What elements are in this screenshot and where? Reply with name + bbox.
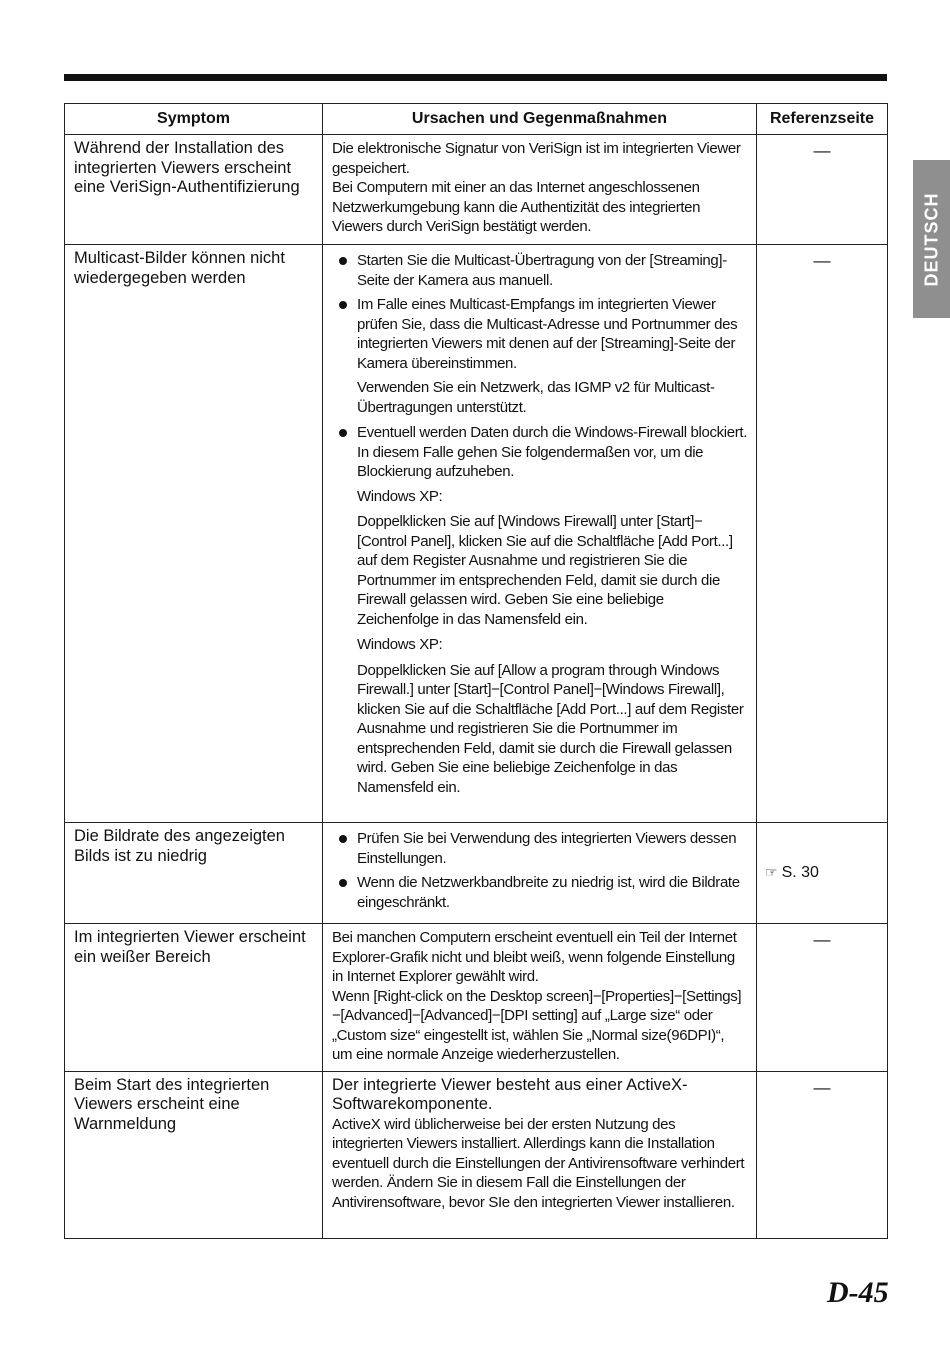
cause-cell — [323, 823, 757, 924]
bullet-item: Eventuell werden Daten durch die Windows-Firewall blockiert. In diesem Falle gehen Sie folgendermaßen vor, um die Blockierung aufzuheben. — [332, 423, 748, 482]
symptom-cell: Die Bildrate des angezeigten Bilds ist zu niedrig — [65, 823, 323, 924]
symptom-cell: Im integrierten Viewer erscheint ein weißer Bereich — [65, 924, 323, 1072]
cause-text: Die elektronische Signatur von VeriSign ist im integrierten Viewer gespeichert. — [332, 140, 741, 177]
os-instructions: Doppelklicken Sie auf [Allow a program through Windows Firewall.] unter [Start]−[Control Panel]−[Windows Firewall], klicken Sie auf die Schaltfläche [Add Port...] auf dem Register Ausnahme und registrieren Sie die Portnummer im entsprechenden Feld, damit sie durch die Firewall gelassen wird. Geben Sie eine beliebige Zeichenfolge in das Namensfeld ein. — [357, 661, 744, 796]
bullet-item: Wenn die Netzwerkbandbreite zu niedrig ist, wird die Bildrate eingeschränkt. — [332, 873, 748, 912]
os-label: Windows XP: — [357, 487, 443, 505]
ref-cell: — — [757, 135, 888, 245]
language-tab-label: DEUTSCH — [921, 191, 942, 287]
symptom-cell: Multicast-Bilder können nicht wiedergegeben werden — [65, 245, 323, 823]
cause-text: Bei manchen Computern erscheint eventuell ein Teil der Internet Explorer-Grafik nicht und bleibt weiß, wenn folgende Einstellung in Internet Explorer gewählt wird. — [332, 929, 737, 985]
ref-cell — [757, 823, 888, 924]
ref-cell: — — [757, 1071, 888, 1238]
bullet-item: Prüfen Sie bei Verwendung des integrierten Viewers dessen Einstellungen. — [332, 829, 748, 868]
bullet-item: Im Falle eines Multicast-Empfangs im integrierten Viewer prüfen Sie, dass die Multicast-Adresse und Portnummer des integrierten Viewers mit denen auf der [Streaming]-Seite der Kamera übereinstimmen. — [332, 295, 748, 373]
ref-cell: — — [757, 245, 888, 823]
cause-cell — [323, 924, 757, 1072]
table-row — [65, 245, 888, 823]
troubleshooting-table — [64, 103, 888, 1239]
header-cause: Ursachen und Gegenmaßnahmen — [323, 104, 757, 135]
os-label: Windows XP: — [357, 636, 443, 653]
page-number: D-45 — [827, 1276, 889, 1309]
symptom-cell: Während der Installation des integrierten Viewers erscheint eine VeriSign-Authentifizierung — [65, 135, 323, 245]
bullet-item: Starten Sie die Multicast-Übertragung von der [Streaming]-Seite der Kamera aus manuell. — [332, 251, 748, 290]
cause-cell — [323, 135, 757, 245]
header-symptom: Symptom — [65, 104, 323, 135]
cause-cell — [323, 1071, 757, 1238]
language-tab — [913, 160, 950, 318]
table-row — [65, 135, 888, 245]
cause-text: Bei Computern mit einer an das Internet angeschlossenen Netzwerkumgebung kann die Authentizität des integrierten Viewers durch VeriSign bestätigt werden. — [332, 179, 701, 235]
table-row — [65, 1071, 888, 1238]
table-header-row — [65, 104, 888, 135]
symptom-cell: Beim Start des integrierten Viewers erscheint eine Warnmeldung — [65, 1071, 323, 1238]
cause-cell — [323, 245, 757, 823]
cause-text: Wenn [Right-click on the Desktop screen]−[Properties]−[Settings]−[Advanced]−[Advanced]−[DPI setting] auf „Large size“ oder „Custom size“ eingestellt ist, wählen Sie „Normal size(96DPI)“, um eine normale Anzeige wiederherzustellen. — [332, 987, 742, 1063]
ref-cell: — — [757, 924, 888, 1072]
cause-text: ActiveX wird üblicherweise bei der ersten Nutzung des integrierten Viewers installiert. Allerdings kann die Installation eventuell durch die Einstellungen der Antivirensoftware verhindert werden. Ändern Sie in diesem Fall die Einstellungen der Antivirensoftware, bevor SIe den integrierten Viewer installieren. — [332, 1115, 745, 1211]
os-instructions: Doppelklicken Sie auf [Windows Firewall] unter [Start]−[Control Panel], klicken Sie auf die Schaltfläche [Add Port...] auf dem Register Ausnahme und registrieren Sie die Portnummer im entsprechenden Feld, damit sie durch die Firewall gelassen wird. Geben Sie eine beliebige Zeichenfolge in das Namensfeld ein. — [357, 513, 733, 628]
pointing-hand-icon: ☞ — [765, 863, 778, 880]
cause-lead: Der integrierte Viewer besteht aus einer ActiveX-Softwarekomponente. — [332, 1075, 688, 1113]
top-rule — [64, 74, 887, 81]
table-row — [65, 924, 888, 1072]
bullet-note: Verwenden Sie ein Netzwerk, das IGMP v2 für Multicast-Übertragungen unterstützt. — [357, 379, 715, 416]
header-ref: Referenzseite — [757, 104, 888, 135]
ref-page: S. 30 — [781, 863, 819, 881]
table-row — [65, 823, 888, 924]
